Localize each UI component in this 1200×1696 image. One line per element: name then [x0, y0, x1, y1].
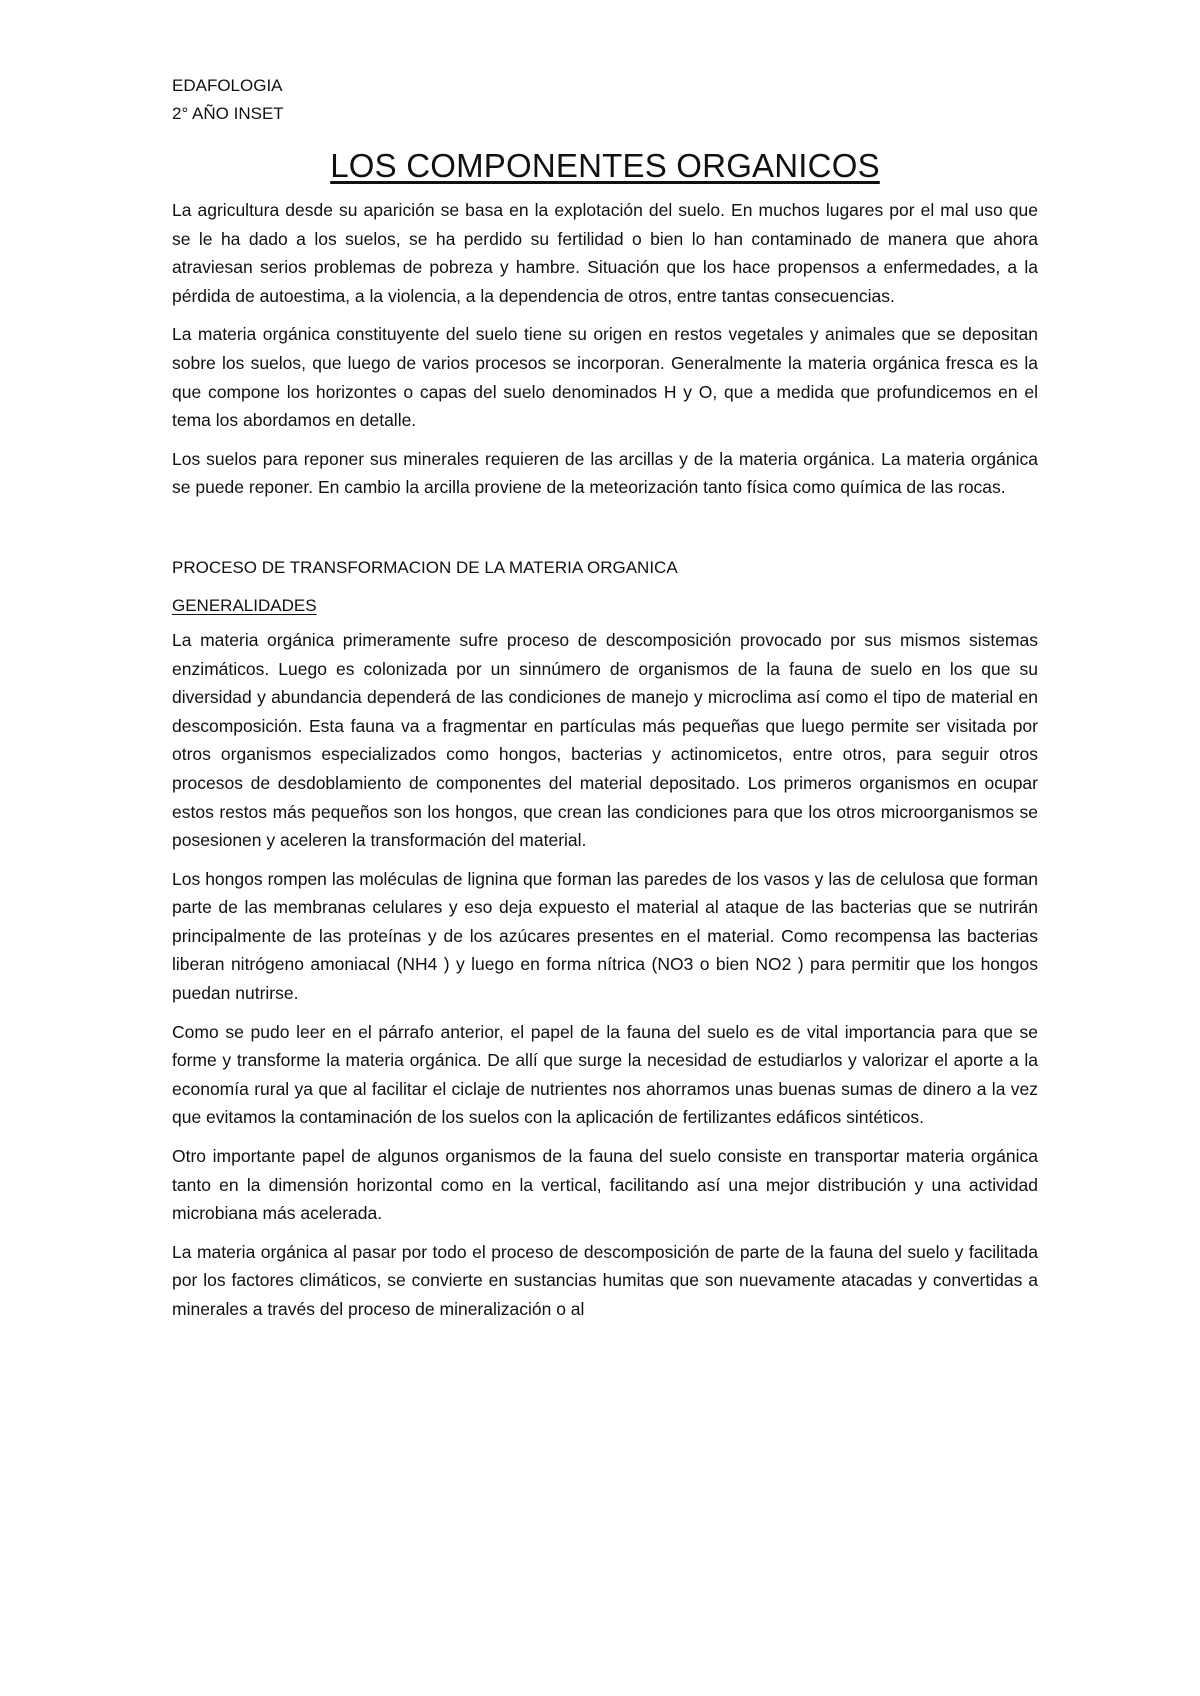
course-name: EDAFOLOGIA — [172, 76, 283, 95]
intro-paragraph-2: La materia orgánica constituyente del suelo tiene su origen en restos vegetales y animales que se depositan sobre los suelos, que luego de varios procesos se incorporan. Generalmente la materia orgánica fresca es la que compone los horizontes o capas del suelo denominados H y O, que a medida que profundicemos en el tema los abordamos en detalle. — [172, 324, 1038, 431]
document-page — [172, 72, 1038, 1334]
section-paragraph-3: Como se pudo leer en el párrafo anterior, el papel de la fauna del suelo es de vital importancia para que se forme y transforme la materia orgánica. De allí que surge la necesidad de estudiarlos y valorizar el aporte a la economía rural ya que al facilitar el ciclaje de nutrientes nos ahorramos unas buenas sumas de dinero a la vez que evitamos la contaminación de los suelos con la aplicación de fertilizantes edáficos sintéticos. — [172, 1021, 1038, 1128]
intro-paragraph-3: Los suelos para reponer sus minerales requieren de las arcillas y de la materia orgánica. La materia orgánica se puede reponer. En cambio la arcilla proviene de la meteorización tanto física como química de las rocas. — [172, 448, 1038, 498]
intro-paragraph-1: La agricultura desde su aparición se basa en la explotación del suelo. En muchos lugares por el mal uso que se le ha dado a los suelos, se ha perdido su fertilidad o bien lo han contaminado de manera que ahora atraviesan serios problemas de pobreza y hambre. Situación que los hace propensos a enfermedades, a la pérdida de autoestima, a la violencia, a la dependencia de otros, entre tantas consecuencias. — [172, 200, 1038, 306]
section-paragraph-5: La materia orgánica al pasar por todo el proceso de descomposición de parte de la fauna del suelo y facilitada por los factores climáticos, se convierte en sustancias humitas que son nuevamente atacadas y convertidas a minerales a través del proceso de mineralización o al — [172, 1241, 1038, 1319]
section-paragraph-2: Los hongos rompen las moléculas de lignina que forman las paredes de los vasos y las de celulosa que forman parte de las membranas celulares y eso deja expuesto el material al ataque de las bacterias que se nutrirán principalmente de las proteínas y de los azúcares presentes en el material. Como recompensa las bacterias liberan nitrógeno amoniacal (NH4 ) y luego en forma nítrica (NO3 o bien NO2 ) para permitir que los hongos puedan nutrirse. — [172, 868, 1038, 1004]
section-subheading: GENERALIDADES — [172, 595, 317, 615]
course-year: 2° AÑO INSET — [172, 104, 284, 123]
section-paragraph-4: Otro importante papel de algunos organismos de la fauna del suelo consiste en transportar materia orgánica tanto en la dimensión horizontal como en la vertical, facilitando así una mejor distribución y una actividad microbiana más acelerada. — [172, 1146, 1038, 1224]
document-title: LOS COMPONENTES ORGANICOS — [330, 147, 880, 184]
section-heading: PROCESO DE TRANSFORMACION DE LA MATERIA ORGANICA — [172, 557, 678, 577]
section-paragraph-1: La materia orgánica primeramente sufre proceso de descomposición provocado por sus mismos sistemas enzimáticos. Luego es colonizada por un sinnúmero de organismos de la fauna de suelo en los que su diversidad y abundancia dependerá de las condiciones de manejo y microclima así como el tipo de material en descomposición. Esta fauna va a fragmentar en partículas más pequeñas que luego permite ser visitada por otros organismos especializados como hongos, bacterias y actinomicetos, entre otros, para seguir otros procesos de desdoblamiento de componentes del material depositado. Los primeros organismos en ocupar estos restos más pequeños son los hongos, que crean las condiciones para que los otros microorganismos se posesionen y aceleren la transformación del material. — [172, 629, 1038, 851]
